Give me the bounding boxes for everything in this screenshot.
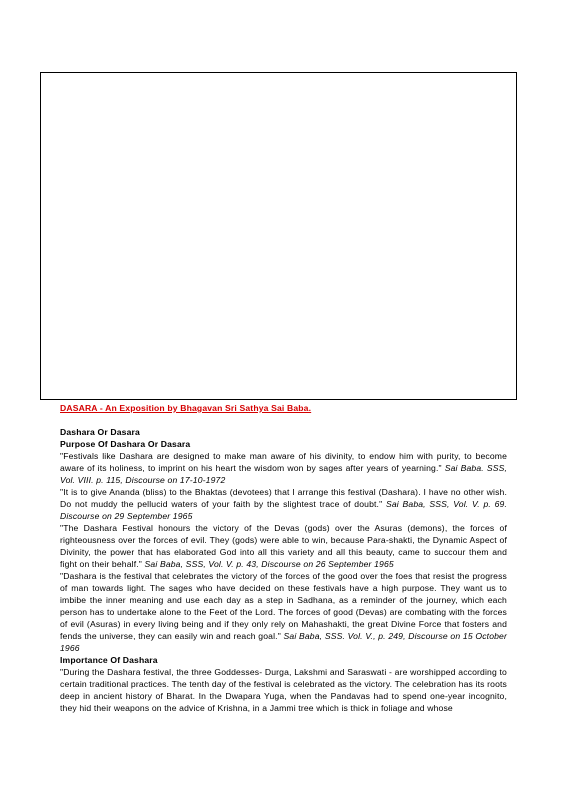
quote-paragraph bbox=[60, 522, 507, 570]
importance-paragraph: "During the Dashara festival, the three Goddesses- Durga, Lakshmi and Saraswati - are worshipped according to certain traditional practices. The tenth day of the festival is celebrated as the victory. The celebration has its roots deep in ancient history of Bharat. In the Dwapara Yuga, when the Pandavas had to spend one-year incognito, they hid their weapons on the advice of Krishna, in a Jammi tree which is thick in foliage and whose bbox=[60, 667, 507, 713]
quote-citation: Sai Baba. SSS, Vol. VIII. p. 115, Discourse on 17-10-1972 bbox=[60, 463, 508, 485]
quote-text: "The Dashara Festival honours the victory of the Devas (gods) over the Asuras (demons), the forces of righteousness over the forces of evil. They (gods) were able to win, because Para-shakti, the Dynamic Aspect of Divinity, the power that has elaborated God into all this variety and all this beauty, came to succour them and fight on their behalf." bbox=[60, 523, 507, 569]
section-heading-importance: Importance Of Dashara bbox=[60, 655, 158, 665]
quote-citation: Sai Baba, SSS. Vol. V., p. 249, Discourse on 15 October 1966 bbox=[60, 631, 507, 653]
document-body bbox=[60, 402, 507, 714]
quote-paragraph bbox=[60, 570, 507, 654]
quote-paragraph bbox=[60, 486, 507, 522]
quote-text: "It is to give Ananda (bliss) to the Bhaktas (devotees) that I arrange this festival (Dashara). I have no other wish. Do not muddy the pellucid waters of your faith by the slightest trace of doubt." bbox=[60, 487, 507, 509]
document-title[interactable]: DASARA - An Exposition by Bhagavan Sri Sathya Sai Baba. bbox=[60, 403, 312, 413]
quote-text: "Dashara is the festival that celebrates the victory of the forces of the good over the foes that resist the progress of man towards light. The sages who have decided on these festivals have a high purpose. They want us to imbibe the inner meaning and use each day as a step in Sadhana, as a reminder of the journey, which each person has to undertake alone to the Feet of the Lord. The forces of good (Devas) are combating with the forces of evil (Asuras) in every living being and if they only rely on Mahashakti, the great Divine Force that fosters and fends the universe, they can easily win and reach goal." bbox=[60, 571, 507, 641]
quote-text: "Festivals like Dashara are designed to make man aware of his divinity, to endow him with purity, to become aware of its holiness, to imprint on his heart the wisdom won by sages after years of yearning." bbox=[60, 451, 507, 473]
quote-citation: Sai Baba, SSS, Vol. V. p. 69. Discourse on 29 September 1965 bbox=[60, 499, 507, 521]
image-placeholder-frame bbox=[40, 72, 517, 400]
quote-citation: Sai Baba, SSS, Vol. V. p. 43, Discourse on 26 September 1965 bbox=[144, 559, 394, 569]
section-heading-purpose: Purpose Of Dashara Or Dasara bbox=[60, 439, 191, 449]
section-heading-dashara: Dashara Or Dasara bbox=[60, 427, 140, 437]
quote-paragraph bbox=[60, 450, 507, 486]
